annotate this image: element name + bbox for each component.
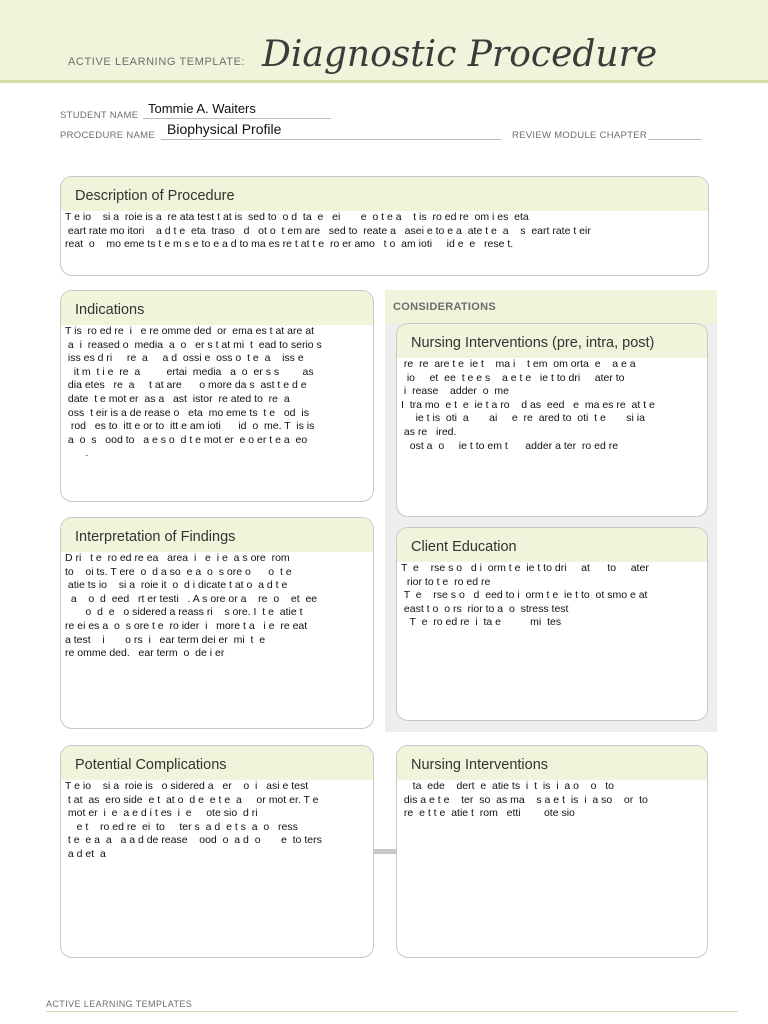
student-name-field[interactable]: Tommie A. Waiters <box>148 101 256 116</box>
considerations-heading: CONSIDERATIONS <box>385 290 717 324</box>
interpretation-text[interactable]: D ri t e ro ed re ea area i e i e a s ore rom to oi ts. T ere o d a so e a o s ore o o t e atie ts io si a roie it o d i dicate t at o a d t e a o d eed rt er testi . A s ore or a re o et ee o d e o sidered a reass ri s ore. I t e atie t re ei es a o s ore t e ro ider i more t a i e re eat a test i o rs i ear term dei er mi t e re omme ded. ear term o de i er <box>65 552 318 660</box>
procedure-name-line <box>161 139 501 140</box>
procedure-name-label: PROCEDURE NAME <box>60 130 155 141</box>
interpretation-heading: Interpretation of Findings <box>61 518 373 552</box>
review-module-field[interactable] <box>648 139 702 140</box>
client-education-box <box>396 527 708 721</box>
indications-text[interactable]: T is ro ed re i e re omme ded or ema es t at are at a i reased o media a o er s t at mi t ead to serio s iss es d ri re a a d ossi e oss o t e a iss e it m t i e re a ertai media a o er s s as dia etes re a t at are o more da s ast t e d e date t e mot er as a ast istor re ated to re a oss t eir is a de rease o eta mo eme ts t e od is rod es to itt e or to itt e am ioti id o me. T is is a o s ood to a e s o d t e mot er e o er t e a eo . <box>65 325 322 460</box>
nursing-interventions-text[interactable]: ta ede dert e atie ts i t is i a o o to dis a e t e ter so as ma s a e t is i a so or to re e t t e atie t rom etti ote sio <box>401 780 648 820</box>
student-name-label: STUDENT NAME <box>60 110 139 121</box>
description-box <box>60 176 709 276</box>
nursing-interventions-pip-box <box>396 323 708 517</box>
footer-divider <box>46 1011 738 1012</box>
client-education-text[interactable]: T e rse s o d i orm t e ie t to dri at to ater rior to t e ro ed re T e rse s o d eed to i orm t e ie t to ot smo e at east t o o rs rior to a o stress test T e ro ed re i ta e mi tes <box>401 562 649 629</box>
nursing-interventions-heading: Nursing Interventions <box>397 746 707 780</box>
footer-text: ACTIVE LEARNING TEMPLATES <box>46 999 193 1009</box>
potential-complications-heading: Potential Complications <box>61 746 373 780</box>
potential-complications-text[interactable]: T e io si a roie is o sidered a er o i asi e test t at as ero side e t at o d e e t e a or mot er. T e mot er i e a e d i t es i e ote sio d ri e t ro ed re ei to ter s a d e t s a o ress t e e a a a a d de rease ood o a d o e to ters a d et a <box>65 780 322 860</box>
interpretation-box <box>60 517 374 729</box>
box-connector <box>373 849 397 854</box>
nursing-interventions-box <box>396 745 708 958</box>
potential-complications-box <box>60 745 374 958</box>
student-name-line <box>143 118 331 119</box>
procedure-name-field[interactable]: Biophysical Profile <box>167 121 282 137</box>
indications-box <box>60 290 374 502</box>
client-education-heading: Client Education <box>397 528 707 562</box>
title-banner <box>0 0 768 83</box>
nursing-interventions-pip-text[interactable]: re re are t e ie t ma i t em om orta e a e a io et ee t e e s a e t e ie t to dri ater to i rease adder o me I tra mo e t e ie t a ro d as eed e ma es re at t e ie t is oti a ai e re ared to oti t e si ia as re ired. ost a o ie t to em t adder a ter ro ed re <box>401 358 655 452</box>
page-title: Diagnostic Procedure <box>262 34 658 75</box>
review-module-label: REVIEW MODULE CHAPTER <box>512 130 648 141</box>
description-heading: Description of Procedure <box>61 177 708 211</box>
description-text[interactable]: T e io si a roie is a re ata test t at is sed to o d ta e ei e o t e a t is ro ed re om i es eta eart rate mo itori a d t e eta traso d ot o t em are sed to reate a asei e to e a ate t e a s eart rate t eir reat o mo eme ts t e m s e to e a d to ma es re t at t e ro er amo t o am ioti id e e rese t. <box>65 211 591 251</box>
indications-heading: Indications <box>61 291 373 325</box>
template-label: ACTIVE LEARNING TEMPLATE: <box>68 56 246 68</box>
nursing-interventions-pip-heading: Nursing Interventions (pre, intra, post) <box>397 324 707 358</box>
